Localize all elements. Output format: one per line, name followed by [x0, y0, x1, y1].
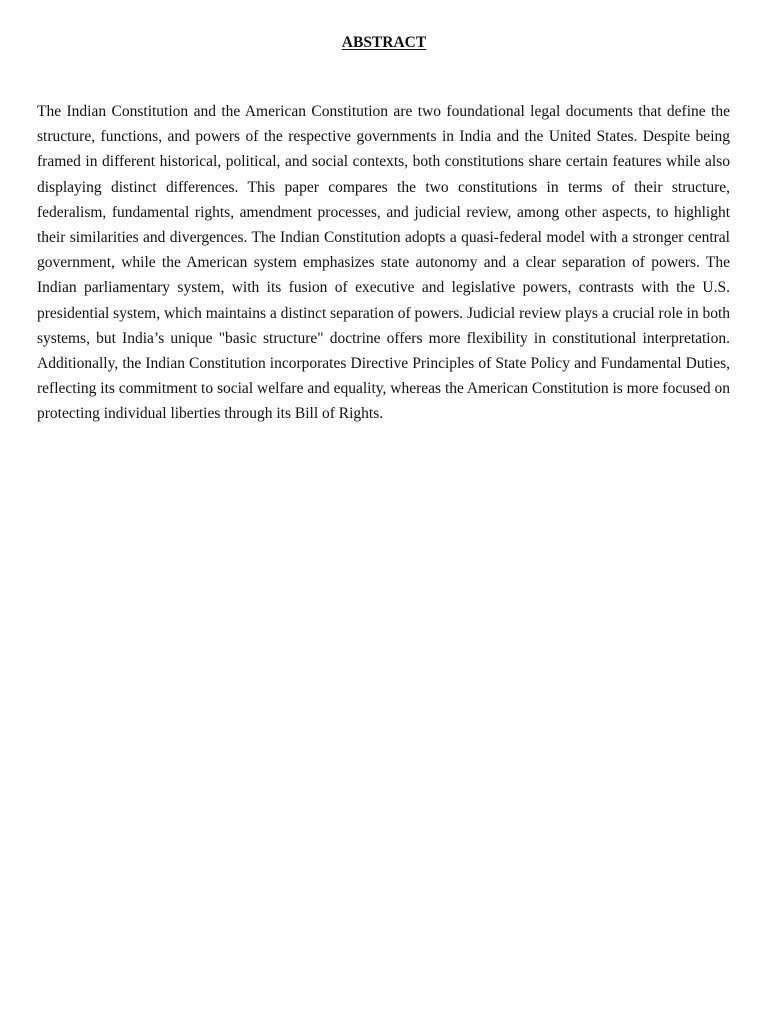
abstract-heading: ABSTRACT — [341, 34, 427, 51]
abstract-paragraph: The Indian Constitution and the American Constitution are two foundational legal documents that define the structure, functions, and powers of the respective governments in India and the United States. Despite being framed in different historical, political, and social contexts, both constitutions share certain features while also displaying distinct differences. This paper compares the two constitutions in terms of their structure, federalism, fundamental rights, amendment processes, and judicial review, among other aspects, to highlight their similarities and divergences. The Indian Constitution adopts a quasi-federal model with a stronger central government, while the American system emphasizes state autonomy and a clear separation of powers. The Indian parliamentary system, with its fusion of executive and legislative powers, contrasts with the U.S. presidential system, which maintains a distinct separation of powers. Judicial review plays a crucial role in both systems, but India’s unique "basic structure" doctrine offers more flexibility in constitutional interpretation. Additionally, the Indian Constitution incorporates Directive Principles of State Policy and Fundamental Duties, reflecting its commitment to social welfare and equality, whereas the American Constitution is more focused on protecting individual liberties through its Bill of Rights. — [37, 103, 731, 423]
